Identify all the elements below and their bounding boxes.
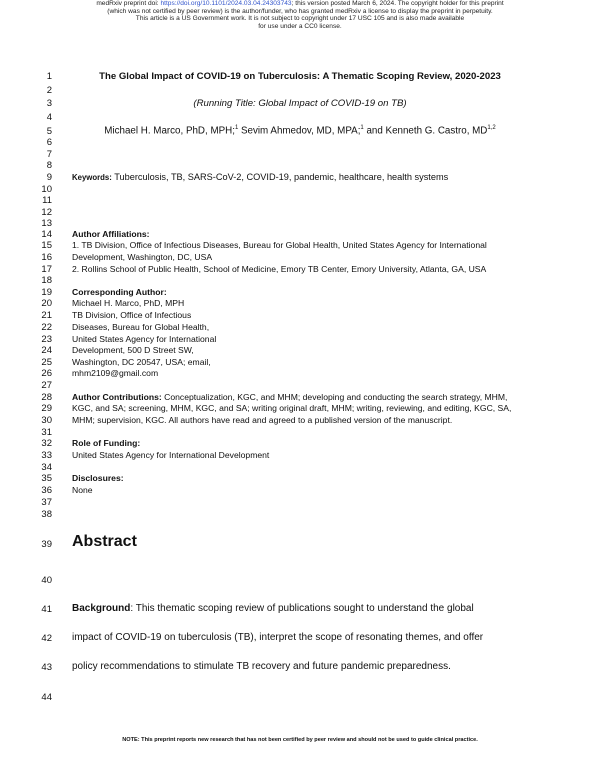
corresponding-line: Diseases, Bureau for Global Health, [72, 322, 210, 332]
affiliation-line: Development, Washington, DC, USA [72, 252, 213, 262]
line-number: 28 [41, 392, 52, 403]
author-list [70, 125, 530, 136]
corresponding-line: Development, 500 D Street SW, [72, 345, 194, 355]
doi-link[interactable]: https://doi.org/10.1101/2024.03.04.24303743 [160, 0, 292, 7]
line-number: 26 [41, 368, 52, 379]
keywords-text: Tuberculosis, TB, SARS-CoV-2, COVID-19, pandemic, healthcare, health systems [111, 172, 449, 182]
line-number: 7 [46, 149, 52, 160]
background-label: Background [72, 603, 131, 614]
line-number: 44 [41, 692, 52, 703]
line-number: 14 [41, 229, 52, 240]
line-number: 23 [41, 334, 52, 345]
abstract-line: Background: This thematic scoping review of publications sought to understand the global [72, 603, 474, 614]
line-number: 18 [41, 275, 52, 286]
line-number: 6 [46, 137, 52, 148]
abstract-line: impact of COVID-19 on tuberculosis (TB), interpret the scope of resonating themes, and offer [72, 632, 484, 643]
affiliation-line: 1. TB Division, Office of Infectious Diseases, Bureau for Global Health, United States Agency for International [72, 240, 487, 250]
paper-title: The Global Impact of COVID-19 on Tuberculosis: A Thematic Scoping Review, 2020-2023 [99, 71, 501, 82]
corresponding-line: Michael H. Marco, PhD, MPH [72, 298, 185, 308]
line-number: 2 [46, 85, 52, 96]
keywords [72, 172, 448, 182]
line-number: 34 [41, 462, 52, 473]
corresponding-line: United States Agency for International [72, 334, 217, 344]
contributions-label: Author Contributions: [72, 392, 162, 402]
line-number: 3 [46, 98, 52, 109]
funding-heading: Role of Funding: [72, 438, 141, 448]
author-name: and Kenneth G. Castro, MD [363, 125, 488, 137]
line-number: 10 [41, 184, 52, 195]
line-number: 32 [41, 438, 52, 449]
line-number: 29 [41, 403, 52, 414]
line-number: 37 [41, 497, 52, 508]
line-number: 15 [41, 240, 52, 251]
affiliation-marker: 1,2 [487, 125, 496, 131]
line-number: 22 [41, 322, 52, 333]
line-number: 9 [46, 172, 52, 183]
preprint-header-line4: for use under a CC0 license. [258, 22, 342, 30]
corresponding-line: Washington, DC 20547, USA; email, [72, 357, 211, 367]
line-number: 25 [41, 357, 52, 368]
line-number: 13 [41, 218, 52, 229]
line-number: 42 [41, 633, 52, 644]
corresponding-email[interactable]: mhm2109@gmail.com [72, 368, 159, 378]
line-number: 40 [41, 575, 52, 586]
contributions-line: Author Contributions: Conceptualization, KGC, and MHM; developing and conducting the search strategy, MHM, [72, 392, 508, 402]
preprint-footer-note: NOTE: This preprint reports new research that has not been certified by peer review and should not be used to guide clinical practice. [122, 737, 478, 743]
line-number: 1 [46, 71, 52, 82]
line-number: 11 [42, 195, 52, 206]
line-number: 8 [46, 160, 52, 171]
abstract-line: policy recommendations to stimulate TB recovery and future pandemic preparedness. [72, 661, 451, 672]
line-number: 27 [41, 380, 52, 391]
line-number: 20 [41, 298, 52, 309]
affiliation-line: 2. Rollins School of Public Health, School of Medicine, Emory TB Center, Emory University, Atlanta, GA, USA [72, 264, 487, 274]
line-number: 43 [41, 662, 52, 673]
corresponding-heading: Corresponding Author: [72, 287, 167, 297]
line-number: 36 [41, 485, 52, 496]
line-number: 19 [41, 287, 52, 298]
abstract-heading: Abstract [72, 533, 137, 550]
disclosures-text: None [72, 485, 93, 495]
funding-text: United States Agency for International Development [72, 450, 270, 460]
contributions-line: KGC, and SA; screening, MHM, KGC, and SA; writing original draft, MHM; writing, reviewing, and editing, KGC, SA, [72, 403, 512, 413]
line-number: 41 [41, 604, 52, 615]
line-number: 33 [41, 450, 52, 461]
line-number: 16 [41, 252, 52, 263]
line-number: 35 [41, 473, 52, 484]
affiliations-heading: Author Affiliations: [72, 229, 150, 239]
author-name: Sevim Ahmedov, MD, MPA; [238, 125, 361, 137]
affiliation-marker: 1 [234, 125, 239, 131]
line-number: 30 [41, 415, 52, 426]
running-title: (Running Title: Global Impact of COVID-19 on TB) [193, 98, 407, 109]
author-name: Michael H. Marco, PhD, MPH; [104, 125, 235, 137]
line-number: 24 [41, 345, 52, 356]
line-number: 38 [41, 509, 52, 520]
affiliation-marker: 1 [360, 125, 364, 131]
contributions-line: MHM; supervision, KGC. All authors have read and agreed to a published version of the manuscript. [72, 415, 453, 425]
preprint-header [0, 0, 600, 30]
line-number: 12 [41, 207, 52, 218]
preprint-header-line3: This article is a US Government work. It is not subject to copyright under 17 USC 105 and is also made available [135, 15, 465, 23]
line-number: 31 [41, 427, 52, 438]
preprint-header-line1: medRxiv preprint doi: https://doi.org/10.1101/2024.03.04.24303743; this version posted March 6, 2024. The copyright holder for this preprint [96, 0, 504, 7]
keywords-label: Keywords: [72, 173, 112, 182]
line-number: 39 [41, 539, 52, 550]
preprint-header-line2: (which was not certified by peer review) is the author/funder, who has granted medRxiv a license to display the preprint in perpetuity. [107, 7, 493, 15]
line-number: 21 [41, 310, 52, 321]
line-number: 4 [46, 112, 52, 123]
corresponding-line: TB Division, Office of Infectious [72, 310, 192, 320]
line-number: 17 [41, 264, 52, 275]
disclosures-heading: Disclosures: [72, 473, 124, 483]
line-number: 5 [46, 126, 52, 137]
